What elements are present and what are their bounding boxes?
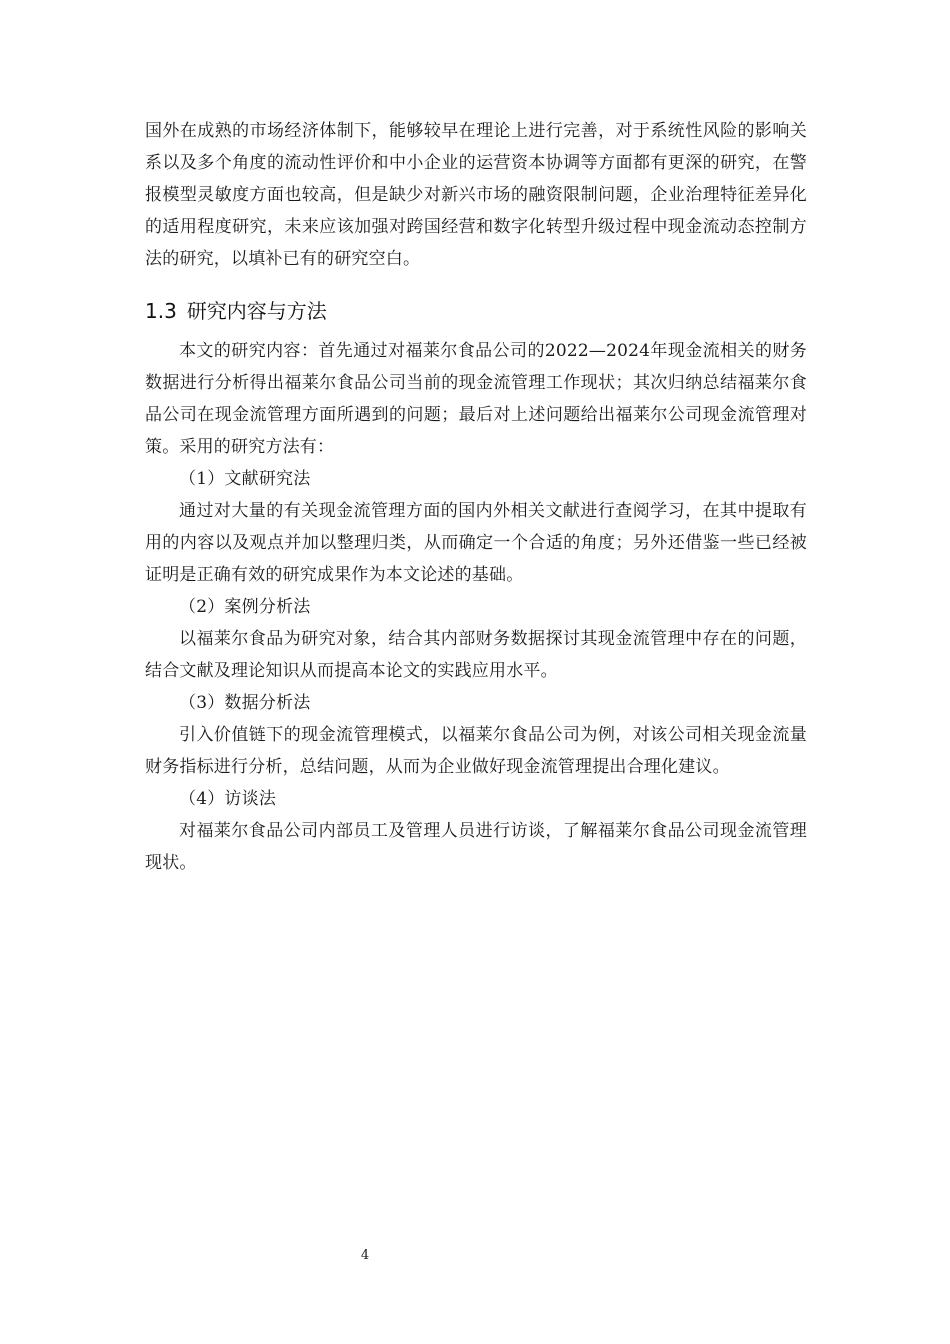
method-text-literature: 通过对大量的有关现金流管理方面的国内外相关文献进行查阅学习，在其中提取有用的内容以及观点并加以整理归类，从而确定一个合适的角度；另外还借鉴一些已经被证明是正确有效的研究成果作为本文论述的基础。 (145, 501, 807, 585)
method-label-data-analysis: （3）数据分析法 (179, 693, 311, 713)
method-label-interview: （4）访谈法 (179, 789, 277, 809)
page-content (145, 115, 807, 879)
method-text-data-analysis: 引入价值链下的现金流管理模式，以福莱尔食品公司为例，对该公司相关现金流量财务指标进行分析，总结问题，从而为企业做好现金流管理提出合理化建议。 (145, 725, 807, 777)
research-content-paragraph: 本文的研究内容：首先通过对福莱尔食品公司的2022—2024年现金流相关的财务数据进行分析得出福莱尔食品公司当前的现金流管理工作现状；其次归纳总结福莱尔食品公司在现金流管理方面所遇到的问题；最后对上述问题给出福莱尔公司现金流管理对策。采用的研究方法有： (145, 341, 807, 457)
method-label-case-study: （2）案例分析法 (179, 597, 311, 617)
section-heading (145, 295, 807, 327)
method-label-literature: （1）文献研究法 (179, 469, 311, 489)
section-number: 1.3 (145, 299, 177, 323)
method-text-interview: 对福莱尔食品公司内部员工及管理人员进行访谈，了解福莱尔食品公司现金流管理现状。 (145, 821, 807, 873)
section-title: 研究内容与方法 (186, 299, 327, 323)
intro-paragraph: 国外在成熟的市场经济体制下，能够较早在理论上进行完善，对于系统性风险的影响关系以及多个角度的流动性评价和中小企业的运营资本协调等方面都有更深的研究，在警报模型灵敏度方面也较高，但是缺少对新兴市场的融资限制问题，企业治理特征差异化的适用程度研究，未来应该加强对跨国经营和数字化转型升级过程中现金流动态控制方法的研究，以填补已有的研究空白。 (145, 121, 807, 269)
page-number: 4 (360, 1248, 370, 1263)
method-text-case-study: 以福莱尔食品为研究对象，结合其内部财务数据探讨其现金流管理中存在的问题，结合文献及理论知识从而提高本论文的实践应用水平。 (145, 629, 807, 681)
